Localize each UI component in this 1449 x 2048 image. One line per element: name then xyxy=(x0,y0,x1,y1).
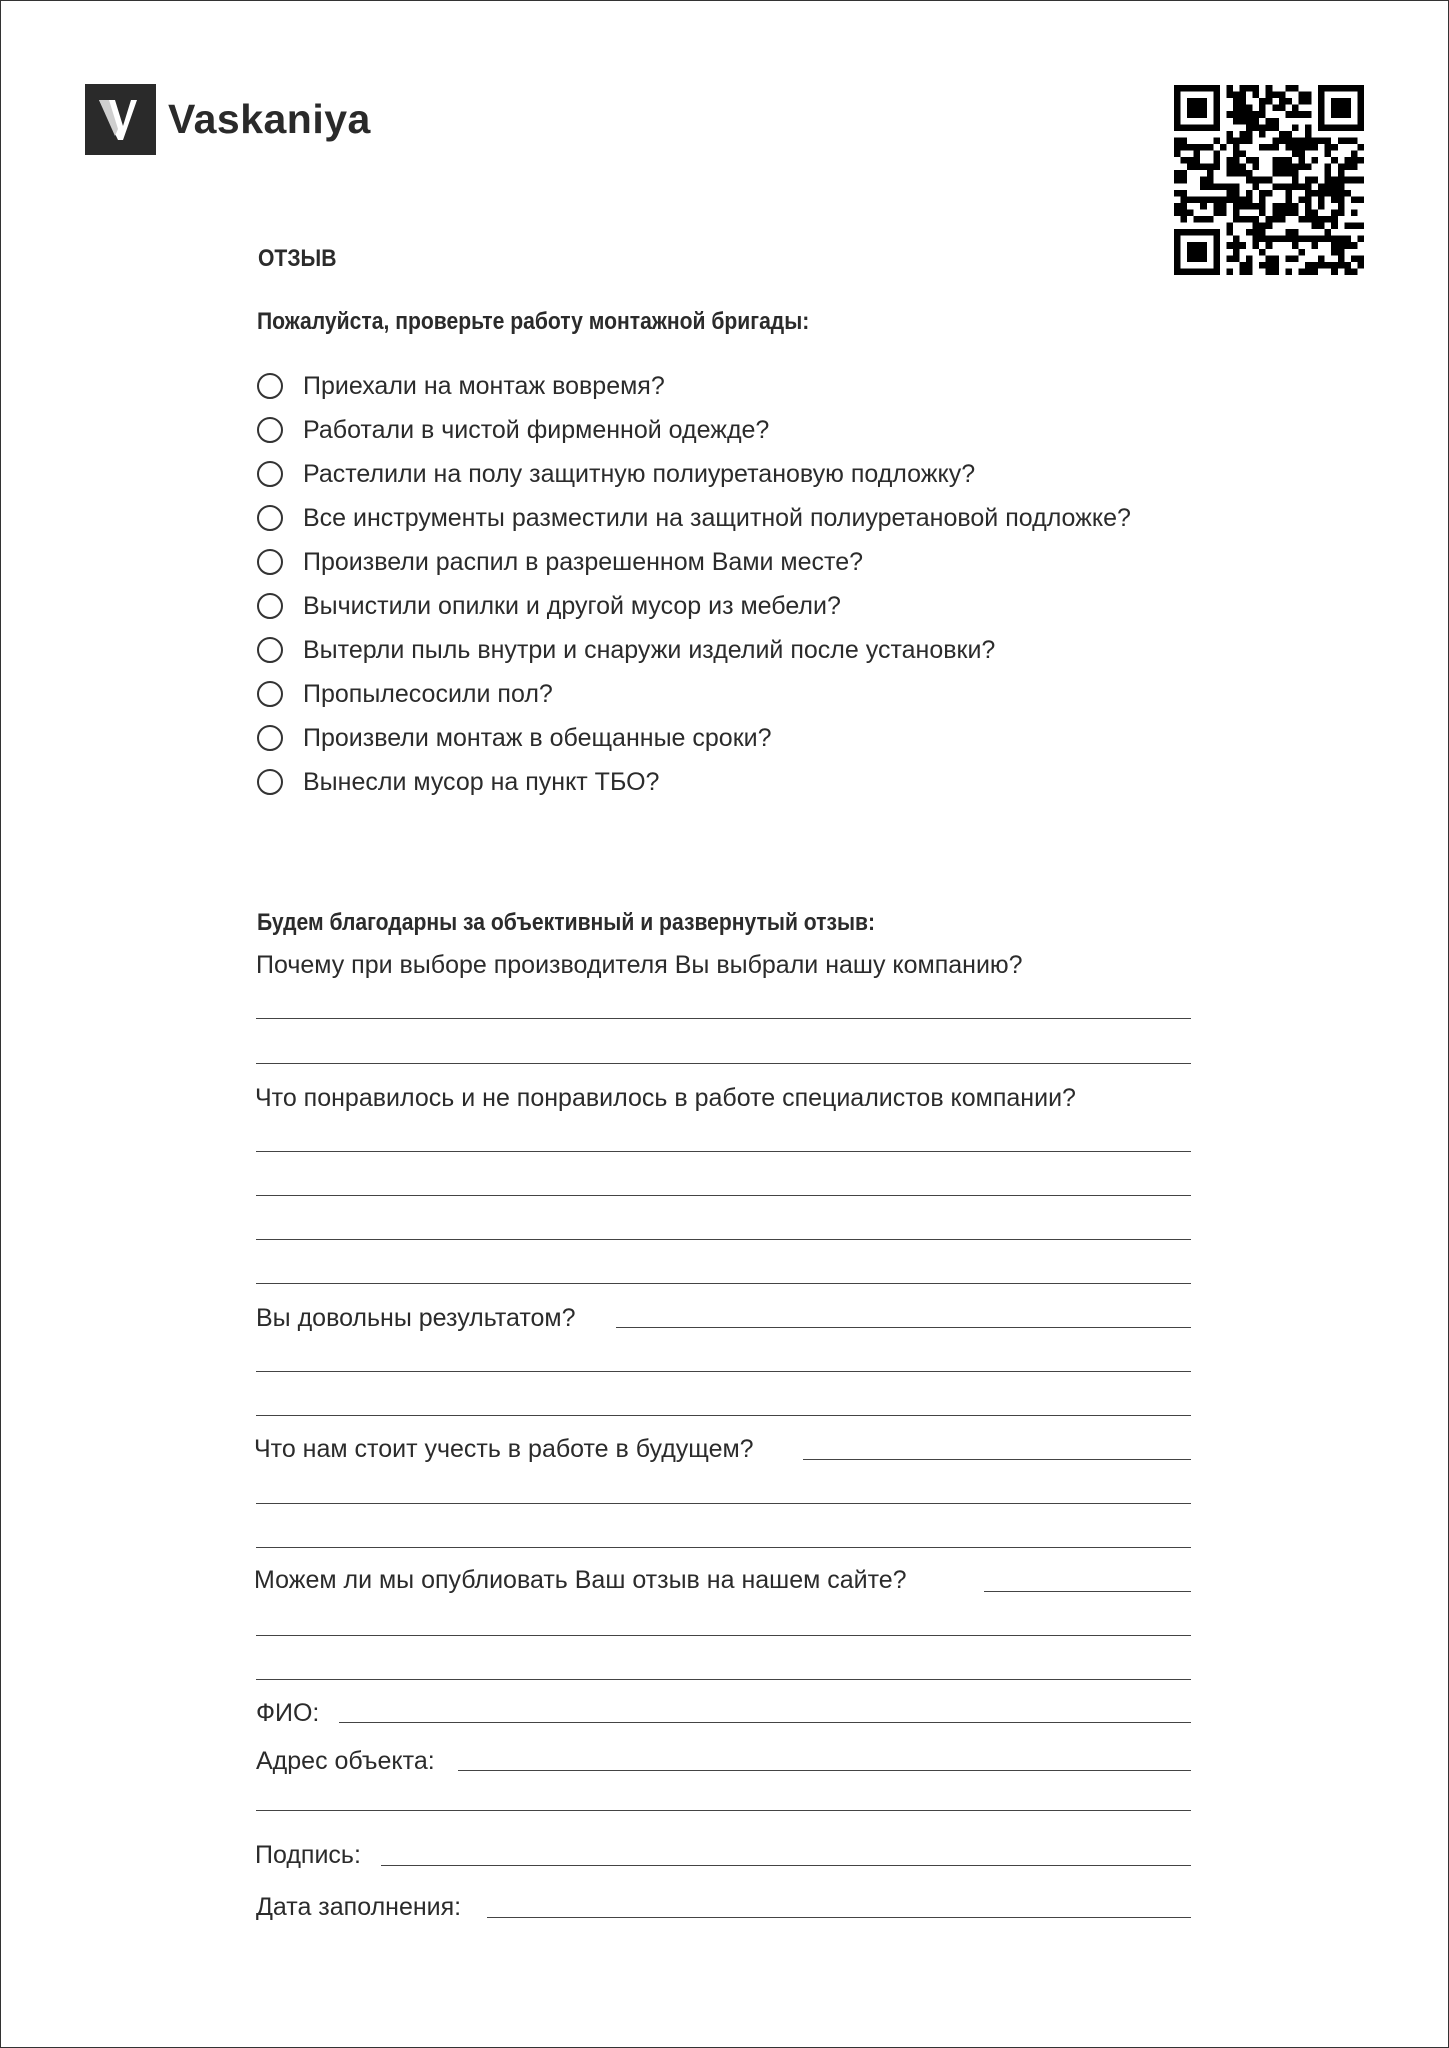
checklist xyxy=(257,364,1131,804)
radio-button[interactable] xyxy=(257,461,283,487)
question-why-us: Почему при выборе производителя Вы выбрали нашу компанию? xyxy=(256,951,1023,979)
answer-line[interactable] xyxy=(256,1151,1191,1152)
checklist-item[interactable] xyxy=(257,760,1131,804)
radio-button[interactable] xyxy=(257,417,283,443)
checklist-item-label: Приехали на монтаж вовремя? xyxy=(303,371,665,400)
date-label: Дата заполнения: xyxy=(256,1893,462,1921)
checklist-item-label: Растелили на полу защитную полиуретановую подложку? xyxy=(303,459,976,488)
radio-button[interactable] xyxy=(257,593,283,619)
radio-button[interactable] xyxy=(257,681,283,707)
question-future: Что нам стоит учесть в работе в будущем? xyxy=(254,1435,754,1463)
checklist-item-label: Вынесли мусор на пункт ТБО? xyxy=(303,767,660,796)
radio-button[interactable] xyxy=(257,549,283,575)
signature-line[interactable] xyxy=(381,1865,1191,1866)
checklist-item-label: Пропылесосили пол? xyxy=(303,679,553,708)
checklist-item[interactable] xyxy=(257,672,1131,716)
checklist-item-label: Работали в чистой фирменной одежде? xyxy=(303,415,770,444)
page-title: ОТЗЫВ xyxy=(258,245,337,272)
radio-button[interactable] xyxy=(257,637,283,663)
answer-line[interactable] xyxy=(616,1327,1191,1328)
checklist-item[interactable] xyxy=(257,716,1131,760)
fio-label: ФИО: xyxy=(256,1699,320,1727)
checklist-item-label: Все инструменты разместили на защитной полиуретановой подложке? xyxy=(303,503,1131,532)
signature-label: Подпись: xyxy=(255,1841,361,1869)
question-publish: Можем ли мы опублиовать Ваш отзыв на нашем сайте? xyxy=(254,1566,907,1594)
date-line[interactable] xyxy=(487,1917,1191,1918)
checklist-item[interactable] xyxy=(257,628,1131,672)
checklist-heading: Пожалуйста, проверьте работу монтажной бригады: xyxy=(257,308,810,335)
checklist-item-label: Произвели монтаж в обещанные сроки? xyxy=(303,723,772,752)
address-label: Адрес объекта: xyxy=(256,1747,435,1775)
brand-logo xyxy=(85,84,371,155)
checklist-item[interactable] xyxy=(257,452,1131,496)
checklist-item-label: Вычистили опилки и другой мусор из мебели? xyxy=(303,591,841,620)
radio-button[interactable] xyxy=(257,505,283,531)
answer-line[interactable] xyxy=(256,1371,1191,1372)
answer-line[interactable] xyxy=(256,1195,1191,1196)
radio-button[interactable] xyxy=(257,373,283,399)
answer-line[interactable] xyxy=(984,1591,1191,1592)
fio-line[interactable] xyxy=(339,1722,1191,1723)
answer-line[interactable] xyxy=(256,1018,1191,1019)
v-logo-icon xyxy=(85,84,156,155)
question-satisfied: Вы довольны результатом? xyxy=(256,1304,576,1332)
answer-line[interactable] xyxy=(256,1503,1191,1504)
qr-code-icon[interactable] xyxy=(1174,85,1364,275)
checklist-item[interactable] xyxy=(257,408,1131,452)
checklist-item[interactable] xyxy=(257,584,1131,628)
answer-line[interactable] xyxy=(256,1679,1191,1680)
checklist-item[interactable] xyxy=(257,364,1131,408)
checklist-item[interactable] xyxy=(257,540,1131,584)
address-line[interactable] xyxy=(256,1810,1191,1811)
answer-line[interactable] xyxy=(256,1283,1191,1284)
answer-line[interactable] xyxy=(803,1459,1191,1460)
radio-button[interactable] xyxy=(257,769,283,795)
checklist-item[interactable] xyxy=(257,496,1131,540)
brand-name: Vaskaniya xyxy=(168,96,371,142)
address-line[interactable] xyxy=(458,1770,1191,1771)
question-likes-dislikes: Что понравилось и не понравилось в работе специалистов компании? xyxy=(255,1084,1076,1112)
answer-line[interactable] xyxy=(256,1415,1191,1416)
radio-button[interactable] xyxy=(257,725,283,751)
answer-line[interactable] xyxy=(256,1063,1191,1064)
checklist-item-label: Вытерли пыль внутри и снаружи изделий после установки? xyxy=(303,635,996,664)
feedback-heading: Будем благодарны за объективный и развернутый отзыв: xyxy=(257,909,876,936)
answer-line[interactable] xyxy=(256,1239,1191,1240)
answer-line[interactable] xyxy=(256,1635,1191,1636)
answer-line[interactable] xyxy=(256,1547,1191,1548)
checklist-item-label: Произвели распил в разрешенном Вами месте? xyxy=(303,547,863,576)
